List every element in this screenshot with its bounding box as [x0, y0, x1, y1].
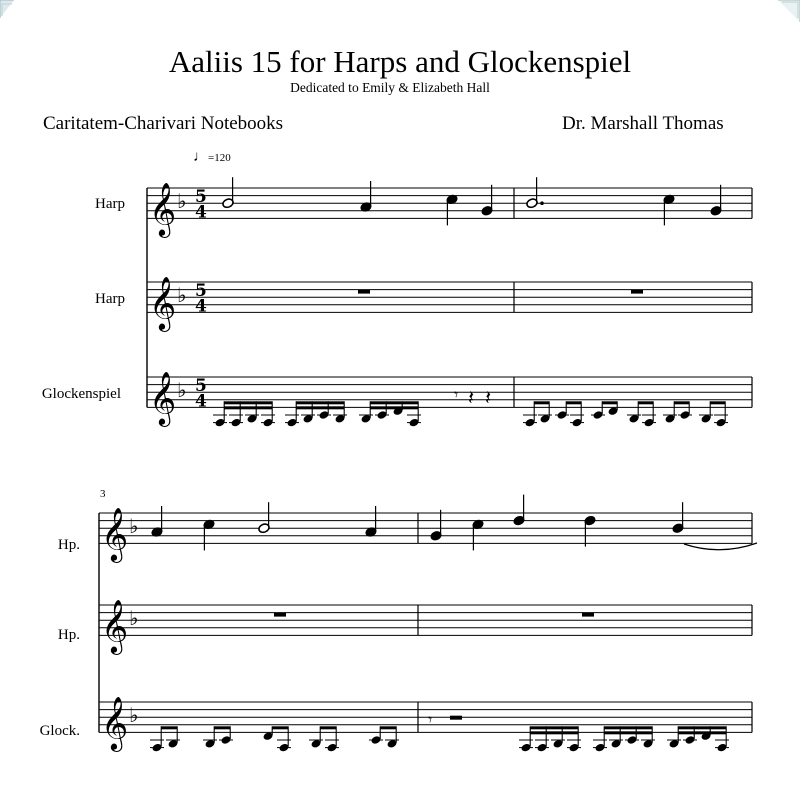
- whole-rest: [358, 290, 370, 294]
- instrument-label: Hp.: [57, 627, 80, 643]
- whole-rest: [631, 290, 643, 294]
- eighth-rest-icon: 𝄾: [454, 384, 459, 404]
- note-beam: [566, 401, 581, 404]
- note-beam: [604, 731, 652, 734]
- tempo-value: =120: [208, 152, 231, 164]
- time-signature-top: 5: [195, 376, 207, 397]
- note-beam: [370, 401, 418, 404]
- treble-clef-icon: 𝄞: [149, 181, 177, 236]
- time-signature-bottom: 4: [195, 296, 207, 317]
- score-composer: Dr. Marshall Thomas: [562, 113, 724, 134]
- treble-clef-icon: 𝄞: [149, 370, 177, 425]
- instrument-label: Glock.: [39, 723, 80, 739]
- note-beam: [380, 726, 396, 729]
- note-beam: [534, 401, 549, 404]
- note-beam: [604, 726, 652, 729]
- score-title: Aaliis 15 for Harps and Glockenspiel: [168, 44, 632, 79]
- flat-icon: ♭: [177, 189, 187, 214]
- score-dedication: Dedicated to Emily & Elizabeth Hall: [290, 80, 490, 95]
- flat-icon: ♭: [129, 703, 139, 728]
- note-beam: [296, 401, 344, 404]
- note-beam: [224, 406, 272, 409]
- instrument-label: Harp: [95, 196, 125, 212]
- note-beam: [320, 726, 336, 729]
- note-beam: [602, 401, 617, 404]
- quarter-rest-icon: 𝄽: [485, 385, 492, 410]
- note-beam: [638, 401, 653, 404]
- note-beam: [530, 731, 578, 734]
- note-beam: [161, 726, 177, 729]
- note-beam: [214, 726, 230, 729]
- note-beam: [678, 731, 726, 734]
- measure-number: 3: [100, 488, 106, 500]
- instrument-label: Harp: [95, 291, 125, 307]
- flat-icon: ♭: [129, 514, 139, 539]
- whole-rest: [582, 613, 594, 617]
- note-beam: [674, 401, 689, 404]
- score-source: Caritatem-Charivari Notebooks: [43, 113, 284, 134]
- half-rest: [450, 716, 462, 720]
- flat-icon: ♭: [177, 283, 187, 308]
- treble-clef-icon: 𝄞: [101, 695, 129, 750]
- flat-icon: ♭: [129, 606, 139, 631]
- quarter-note-icon: ♩: [193, 149, 208, 165]
- augmentation-dot: [540, 201, 544, 205]
- treble-clef-icon: 𝄞: [101, 598, 129, 653]
- note-beam: [272, 726, 288, 729]
- note-beam: [370, 406, 418, 409]
- note-beam: [710, 401, 725, 404]
- flat-icon: ♭: [177, 378, 187, 403]
- instrument-label: Glockenspiel: [41, 386, 121, 402]
- note-beam: [678, 726, 726, 729]
- tie: [684, 543, 757, 550]
- quarter-rest-icon: 𝄽: [468, 385, 475, 410]
- note-beam: [530, 726, 578, 729]
- time-signature-top: 5: [195, 281, 207, 302]
- instrument-label: Hp.: [57, 537, 80, 553]
- whole-rest: [274, 613, 286, 617]
- treble-clef-icon: 𝄞: [149, 275, 177, 330]
- time-signature-top: 5: [195, 187, 207, 208]
- time-signature-bottom: 4: [195, 391, 207, 412]
- note-beam: [296, 406, 344, 409]
- treble-clef-icon: 𝄞: [101, 506, 129, 561]
- note-beam: [224, 401, 272, 404]
- time-signature-bottom: 4: [195, 202, 207, 223]
- eighth-rest-icon: 𝄾: [428, 709, 433, 729]
